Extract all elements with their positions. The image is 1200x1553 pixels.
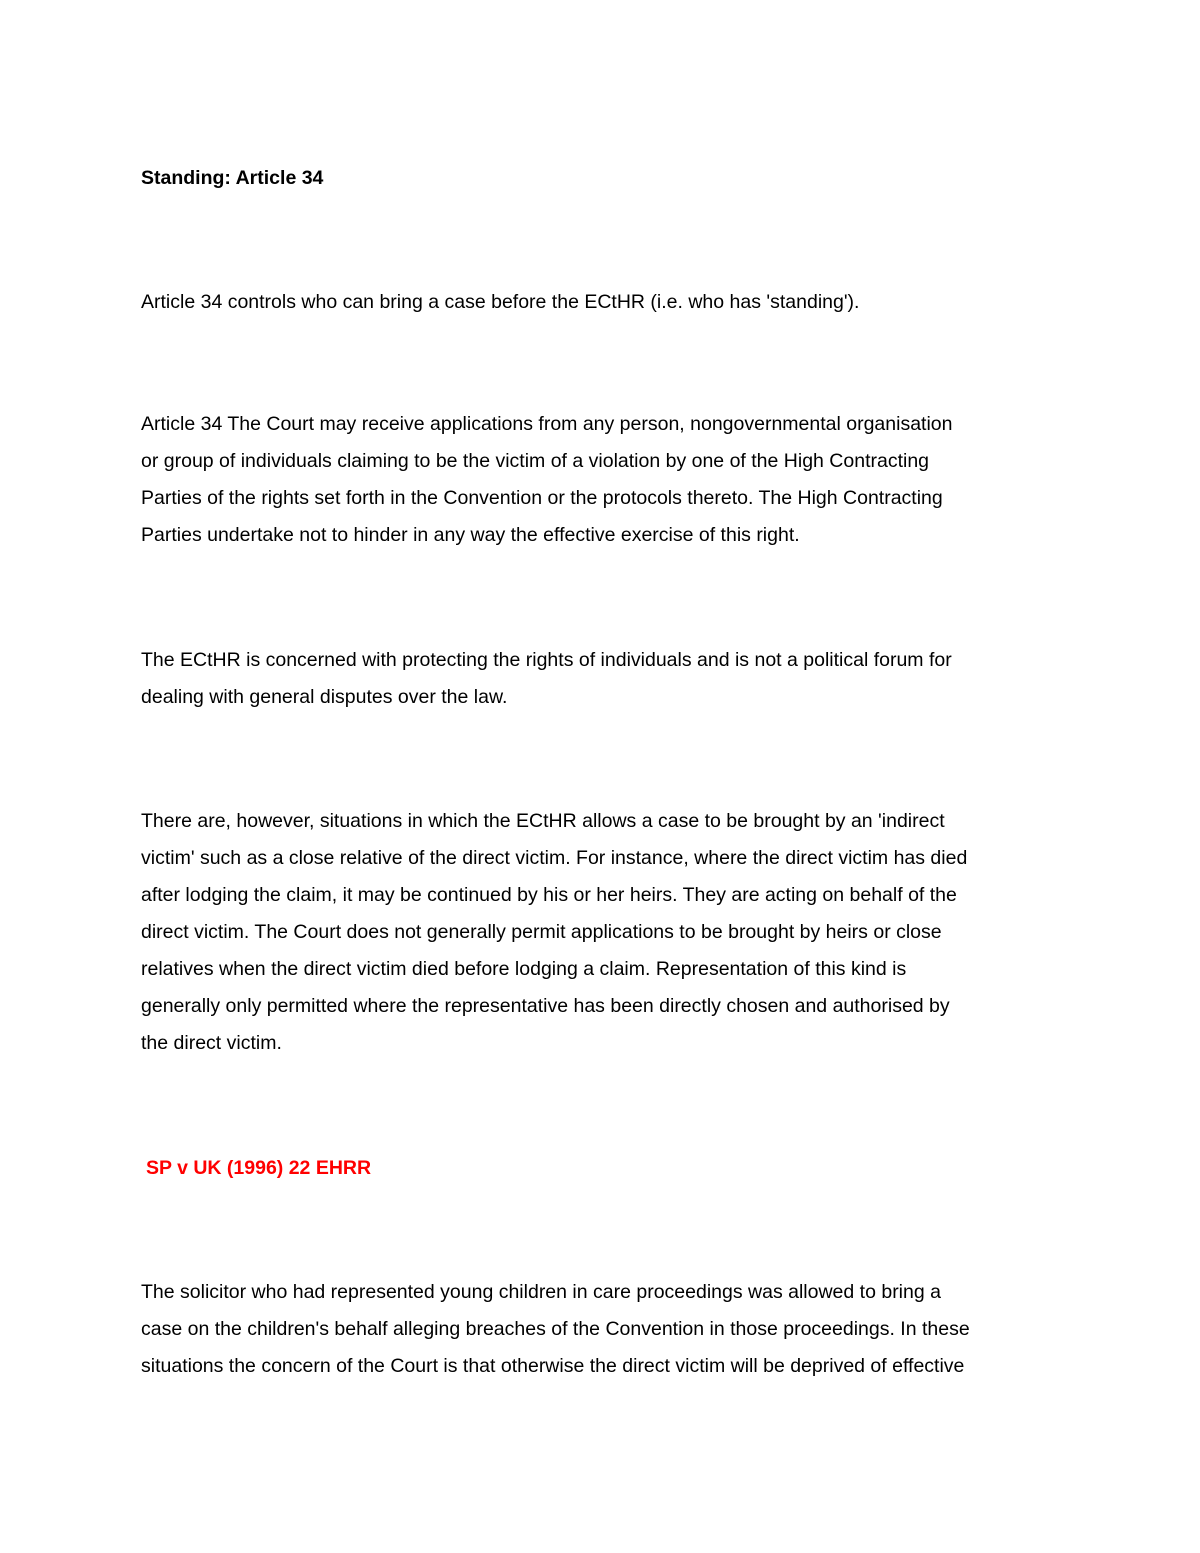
paragraph-line: Parties undertake not to hinder in any way the effective exercise of this right. bbox=[141, 524, 800, 546]
paragraph-line: or group of individuals claiming to be the victim of a violation by one of the High Contracting bbox=[141, 450, 930, 472]
paragraph-line: after lodging the claim, it may be continued by his or her heirs. They are acting on behalf of the bbox=[141, 884, 957, 906]
paragraph-line: case on the children's behalf alleging breaches of the Convention in those proceedings. In these bbox=[141, 1318, 970, 1340]
paragraph-line: Parties of the rights set forth in the Convention or the protocols thereto. The High Contracting bbox=[141, 487, 943, 509]
paragraph-line: There are, however, situations in which the ECtHR allows a case to be brought by an 'indirect bbox=[141, 810, 945, 832]
paragraph-line: Article 34 The Court may receive applications from any person, nongovernmental organisation bbox=[141, 413, 953, 435]
intro-paragraph bbox=[141, 284, 1066, 321]
paragraph-line: victim' such as a close relative of the direct victim. For instance, where the direct victim has died bbox=[141, 847, 968, 869]
paragraph-line: relatives when the direct victim died before lodging a claim. Representation of this kind is bbox=[141, 958, 907, 980]
paragraph-line: dealing with general disputes over the law. bbox=[141, 686, 508, 708]
concern-paragraph bbox=[141, 642, 1066, 716]
section-heading: Standing: Article 34 bbox=[141, 167, 324, 189]
paragraph-line: The solicitor who had represented young children in care proceedings was allowed to bring a bbox=[141, 1281, 941, 1303]
intro-line: Article 34 controls who can bring a case before the ECtHR (i.e. who has 'standing'). bbox=[141, 291, 860, 313]
paragraph-line: situations the concern of the Court is that otherwise the direct victim will be deprived of effective bbox=[141, 1355, 965, 1377]
article-34-text-paragraph bbox=[141, 406, 1066, 554]
paragraph-line: generally only permitted where the representative has been directly chosen and authorised by bbox=[141, 995, 950, 1017]
paragraph-line: the direct victim. bbox=[141, 1032, 282, 1054]
case-citation-heading: SP v UK (1996) 22 EHRR bbox=[146, 1157, 372, 1179]
paragraph-line: The ECtHR is concerned with protecting the rights of individuals and is not a political forum for bbox=[141, 649, 952, 671]
indirect-victim-paragraph bbox=[141, 803, 1066, 1062]
paragraph-line: direct victim. The Court does not generally permit applications to be brought by heirs or close bbox=[141, 921, 942, 943]
case-summary-paragraph bbox=[141, 1274, 1066, 1385]
